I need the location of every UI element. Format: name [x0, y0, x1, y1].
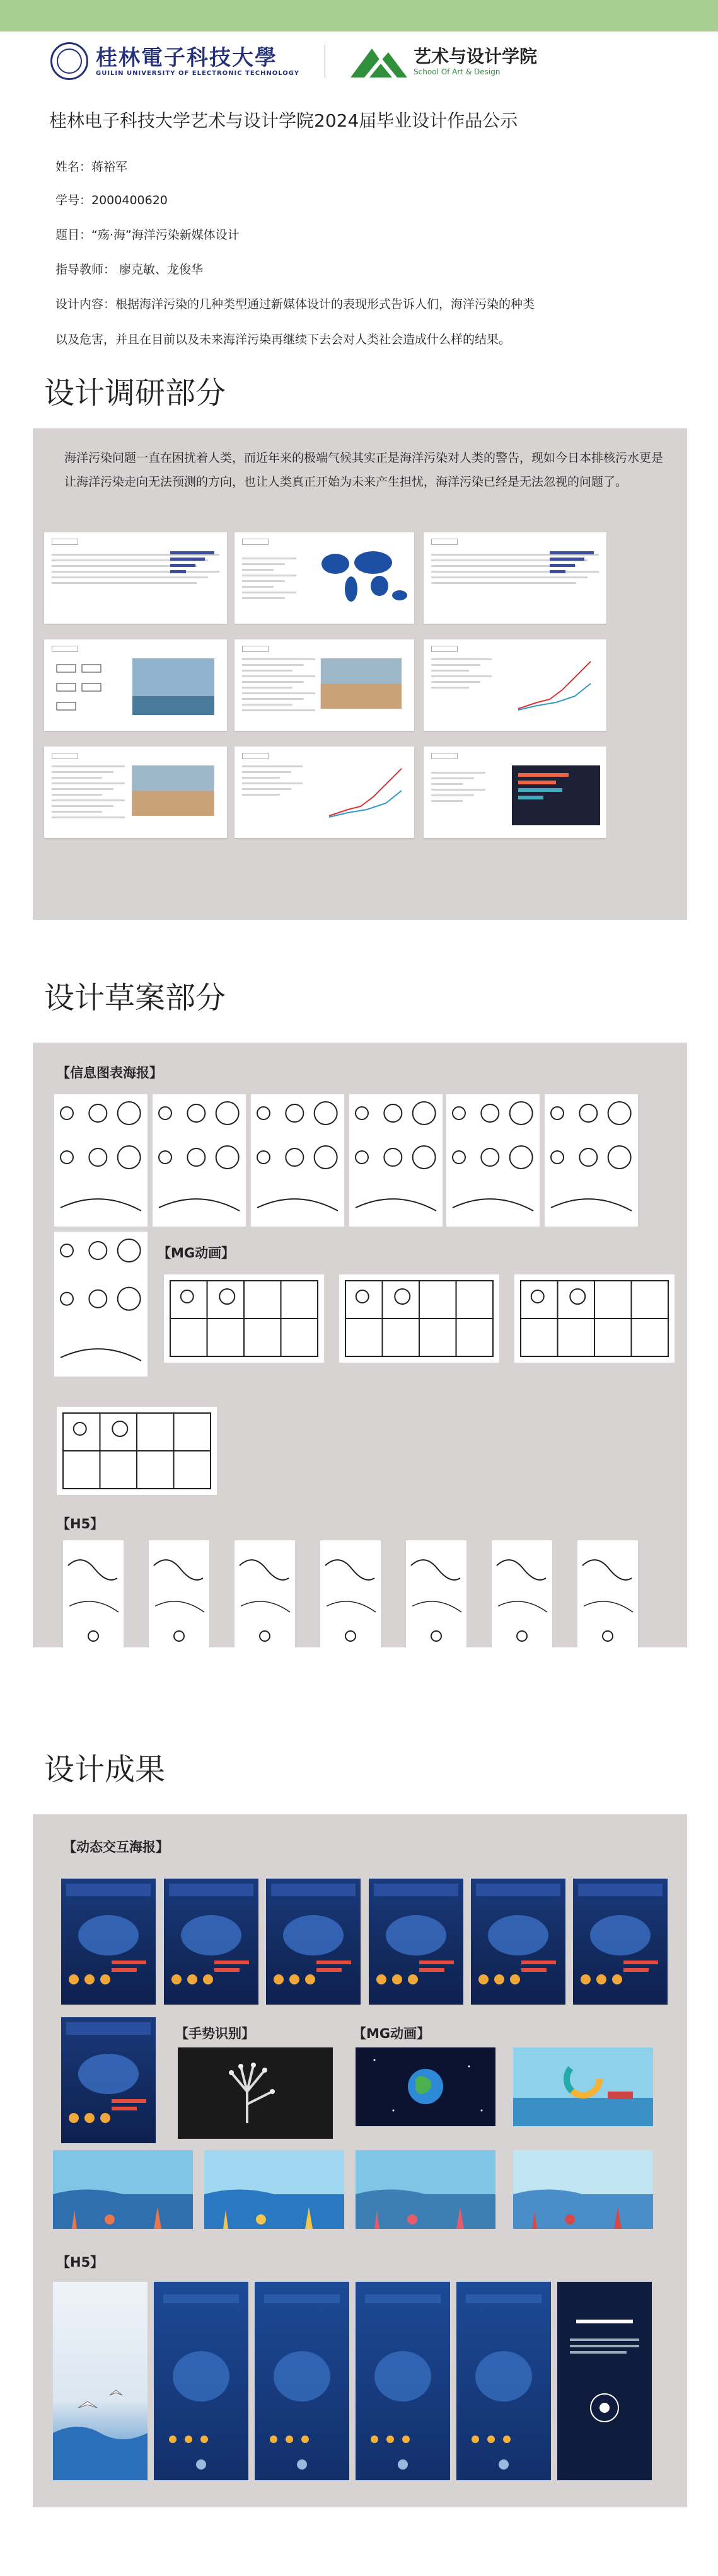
mg-animation-frame [513, 2047, 653, 2126]
draft-sketch [164, 1274, 324, 1363]
sketch-drawing-icon [54, 1232, 148, 1377]
sketch-drawing-icon [164, 1274, 324, 1363]
draft-sketch [54, 1094, 148, 1227]
draft-sketch [149, 1540, 209, 1660]
info-content-line-1: 设计内容：根据海洋污染的几种类型通过新媒体设计的表现形式告诉人们，海洋污染的种类 [55, 297, 535, 311]
poster-graphic-icon [61, 1879, 156, 2005]
research-panel [33, 428, 687, 920]
drafts-panel [33, 1043, 687, 1647]
sketch-drawing-icon [514, 1274, 675, 1363]
result-poster [471, 1879, 565, 2005]
sketch-drawing-icon [149, 1540, 209, 1660]
result-poster [369, 1879, 463, 2005]
h5-screen [53, 2282, 148, 2480]
ocean-scene-icon [356, 2150, 495, 2229]
sketch-drawing-icon [57, 1407, 217, 1495]
poster-graphic-icon [266, 1879, 361, 2005]
info-name: 姓名：蒋裕军 [55, 160, 128, 174]
school-logo [350, 43, 537, 79]
research-thumbnail [44, 639, 227, 731]
draft-sketch [153, 1094, 246, 1227]
sketch-drawing-icon [153, 1094, 246, 1227]
draft-sketch [339, 1274, 499, 1363]
sketch-drawing-icon [577, 1540, 638, 1660]
university-seal-icon [50, 42, 88, 80]
h5-screen [154, 2282, 248, 2480]
drafts-mg-label: 【MG动画】 [158, 1245, 235, 1261]
draft-sketch [235, 1540, 295, 1660]
sketch-drawing-icon [63, 1540, 124, 1660]
gesture-recognition-image [178, 2047, 333, 2139]
draft-sketch [57, 1407, 217, 1495]
research-intro: 海洋污染问题一直在困扰着人类，而近年来的极端气候其实正是海洋污染对人类的警告，现如今日本排核污水更是让海洋污染走向无法预测的方向，也让人类真正开始为未来产生担忧，海洋污染已经是无法忽视的问题了。 [64, 451, 664, 489]
hand-skeleton-icon [178, 2047, 333, 2139]
h5-screen [557, 2282, 652, 2480]
mg-animation-scene [513, 2150, 653, 2229]
ocean-scene-icon [513, 2150, 653, 2229]
bar-chart-icon [44, 532, 227, 624]
results-h5-label: 【H5】 [57, 2255, 104, 2270]
mg-animation-scene [356, 2150, 495, 2229]
school-mountain-logo-icon [350, 43, 407, 79]
bar-chart-icon [424, 532, 606, 624]
research-thumbnail [424, 532, 606, 624]
top-color-bar [0, 0, 718, 31]
result-poster [164, 1879, 258, 2005]
school-name-en: School Of Art & Design [414, 67, 501, 76]
draft-sketch [514, 1274, 675, 1363]
drafts-section-title: 设计草案部分 [44, 980, 226, 1016]
line-chart-icon [424, 639, 606, 731]
info-student-id: 学号：2000400620 [55, 193, 168, 207]
h5-graphic-icon [255, 2282, 349, 2480]
flow-diagram-icon [44, 639, 227, 731]
results-mg-label: 【MG动画】 [353, 2026, 431, 2041]
ocean-scene-icon [204, 2150, 344, 2229]
poster-graphic-icon [164, 1879, 258, 2005]
drafts-h5-label: 【H5】 [57, 1516, 104, 1531]
draft-sketch [349, 1094, 443, 1227]
mg-animation-scene [53, 2150, 193, 2229]
dark-chart-icon [424, 747, 606, 838]
poster-graphic-icon [471, 1879, 565, 2005]
h5-graphic-icon [557, 2282, 652, 2480]
draft-sketch [320, 1540, 381, 1660]
draft-sketch [545, 1094, 638, 1227]
research-thumbnail [44, 747, 227, 838]
school-name: 艺术与设计学院 [414, 46, 538, 67]
research-thumbnail [235, 532, 414, 624]
result-poster [573, 1879, 668, 2005]
ocean-scene-icon [53, 2150, 193, 2229]
sketch-drawing-icon [545, 1094, 638, 1227]
info-content-line-2: 以及危害，并且在目前以及未来海洋污染再继续下去会对人类社会造成什么样的结果。 [55, 333, 511, 346]
poster-graphic-icon [573, 1879, 668, 2005]
mg-animation-frame [356, 2047, 495, 2126]
info-topic: 题目：“殇·海”海洋污染新媒体设计 [55, 228, 240, 242]
h5-screen [255, 2282, 349, 2480]
h5-screen [456, 2282, 551, 2480]
h5-graphic-icon [53, 2282, 148, 2480]
info-advisor: 指导教师： 廖克敏、龙俊华 [55, 263, 204, 277]
world-map-icon [235, 532, 414, 624]
poster-graphic-icon [369, 1879, 463, 2005]
photo-icon [235, 639, 414, 731]
research-section-title: 设计调研部分 [44, 375, 226, 411]
sketch-drawing-icon [320, 1540, 381, 1660]
draft-sketch [577, 1540, 638, 1660]
sketch-drawing-icon [406, 1540, 466, 1660]
sketch-drawing-icon [492, 1540, 552, 1660]
draft-sketch [251, 1094, 344, 1227]
sketch-drawing-icon [349, 1094, 443, 1227]
page-title: 桂林电子科技大学艺术与设计学院2024届毕业设计作品公示 [49, 110, 518, 131]
h5-graphic-icon [154, 2282, 248, 2480]
header-logos [50, 39, 537, 83]
result-poster [61, 1879, 156, 2005]
draft-sketch [54, 1232, 148, 1377]
line-chart-icon [235, 747, 414, 838]
sketch-drawing-icon [251, 1094, 344, 1227]
research-thumbnail [424, 639, 606, 731]
h5-graphic-icon [356, 2282, 450, 2480]
result-poster [266, 1879, 361, 2005]
results-section-title: 设计成果 [44, 1752, 166, 1787]
university-name: 桂林電子科技大學 [96, 45, 277, 71]
research-thumbnail [235, 747, 414, 838]
sketch-drawing-icon [446, 1094, 540, 1227]
sketch-drawing-icon [339, 1274, 499, 1363]
sketch-drawing-icon [54, 1094, 148, 1227]
earth-globe-icon [356, 2047, 495, 2126]
h5-graphic-icon [456, 2282, 551, 2480]
results-poster-label: 【动态交互海报】 [63, 1840, 169, 1855]
draft-sketch [492, 1540, 552, 1660]
research-thumbnail [44, 532, 227, 624]
draft-sketch [446, 1094, 540, 1227]
donut-chart-icon [513, 2047, 653, 2126]
draft-sketch [406, 1540, 466, 1660]
university-name-en: GUILIN UNIVERSITY OF ELECTRONIC TECHNOLOGY [96, 69, 300, 77]
university-logo [50, 42, 299, 80]
h5-screen [356, 2282, 450, 2480]
research-thumbnail [235, 639, 414, 731]
photo-icon [44, 747, 227, 838]
draft-sketch [63, 1540, 124, 1660]
results-gesture-label: 【手势识别】 [175, 2026, 255, 2041]
results-panel [33, 1814, 687, 2507]
poster-graphic-icon [61, 2017, 156, 2143]
mg-animation-scene [204, 2150, 344, 2229]
research-thumbnail [424, 747, 606, 838]
drafts-poster-label: 【信息图表海报】 [57, 1065, 163, 1080]
result-poster [61, 2017, 156, 2143]
sketch-drawing-icon [235, 1540, 295, 1660]
